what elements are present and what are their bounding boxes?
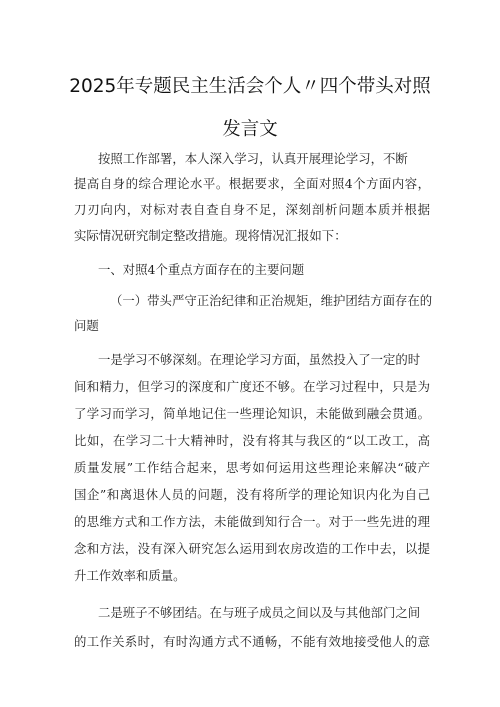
document-title-line-2: 发言文: [222, 119, 278, 140]
paragraph-line: 念和方法，没有深入研究怎么运用到农房改造的工作中去，以提: [74, 541, 430, 556]
section-heading: 一、对照4个重点方面存在的主要问题: [98, 262, 305, 277]
intro-line: 提高自身的综合理论水平。根据要求，全面对照4个方面内容，: [74, 176, 430, 191]
paragraph-line: 质量发展”工作结合起来，思考如何运用这些理论来解决“破产: [74, 460, 430, 475]
paragraph-line: 的思维方式和工作方法，未能做到知行合一。对于一些先进的理: [74, 514, 430, 529]
paragraph-line: 间和精力，但学习的深度和广度还不够。在学习过程中，只是为: [74, 379, 430, 394]
subsection-heading-line: 问题: [74, 318, 99, 333]
paragraph-line: 的工作关系时，有时沟通方式不通畅，不能有效地接受他人的意: [74, 634, 430, 649]
paragraph-line: 了学习而学习，简单地记住一些理论知识，未能做到融会贯通。: [74, 406, 430, 421]
intro-line: 刀刃向内，对标对表自查自身不足，深刻剖析问题本质并根据: [74, 202, 430, 217]
paragraph-line: 国企”和离退休人员的问题，没有将所学的理论知识内化为自己: [74, 487, 430, 502]
paragraph-line: 升工作效率和质量。: [74, 568, 186, 583]
paragraph-line: 比如，在学习二十大精神时，没有将其与我区的“以工改工，高: [74, 433, 430, 448]
paragraph-line: 二是班子不够团结。在与班子成员之间以及与其他部门之间: [98, 605, 421, 620]
document-title-line-1: 2025年专题民主生活会个人〃四个带头对照: [69, 76, 431, 97]
paragraph-line: 一是学习不够深刻。在理论学习方面，虽然投入了一定的时: [98, 352, 421, 367]
subsection-heading-line: （一）带头严守正治纪律和正治规矩，维护团结方面存在的: [110, 293, 433, 308]
intro-line: 实际情况研究制定整改措施。现将情况汇报如下：: [74, 228, 347, 243]
intro-line: 按照工作部署，本人深入学习，认真开展理论学习，不断: [98, 151, 408, 166]
